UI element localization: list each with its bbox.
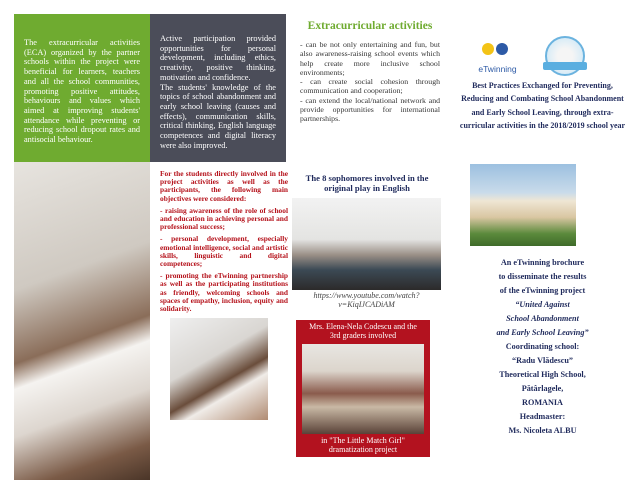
- knowledge-text: The students' knowledge of the topics of school abandonment and early school leaving (causes and effects), communication skills, critical thinking, English language competences and digital literacy were also improved.: [160, 82, 276, 150]
- brochure-info: [455, 256, 630, 438]
- logos: [470, 40, 620, 76]
- green-panel: [14, 14, 150, 162]
- etwinning-figures-icon: [470, 40, 525, 64]
- graders-box: [296, 320, 430, 457]
- info-line: Coordinating school:: [505, 342, 580, 351]
- sophomores-caption: The 8 sophomores involved in the original play in English: [305, 173, 429, 193]
- youtube-link[interactable]: https://www.youtube.com/watch?v=KiqIJCADiAM: [313, 291, 420, 309]
- objective-item: - personal development, especially emotional intelligence, social and artistic skills, linguistic and digital competences;: [160, 234, 288, 269]
- project-name: and Early School Leaving”: [496, 328, 589, 337]
- etwinning-logo: [470, 40, 525, 74]
- participation-text: Active participation provided opportunities for personal development, including ethics, creativity, positive thinking, motivation and confidence.: [160, 34, 276, 82]
- brochure-title: Best Practices Exchanged for Preventing, Reducing and Combating School Abandonment and Early School Leaving, through extra-curricular activities in the 2018/2019 school year: [459, 81, 626, 130]
- student-with-book-photo: [14, 162, 150, 480]
- country: ROMANIA: [522, 398, 563, 407]
- school-seal-logo: [545, 36, 585, 76]
- objectives-section: [160, 170, 288, 317]
- eca-title: Extracurricular activities: [307, 20, 433, 32]
- objectives-intro: For the students directly involved in the project activities as well as the participants, the following main objectives were considered:: [160, 169, 288, 203]
- project-name: School Abandonment: [506, 314, 579, 323]
- etwinning-label: eTwinning: [478, 64, 517, 74]
- town: Pătârlagele,: [521, 384, 564, 393]
- eca-item: - can create social cohesion through communication and cooperation;: [300, 77, 440, 96]
- eca-section: [300, 20, 440, 124]
- boy-reading-photo: [170, 318, 268, 420]
- dark-panel: [150, 14, 286, 162]
- graders-photo: [302, 344, 424, 434]
- school-name: Theoretical High School,: [499, 370, 586, 379]
- objective-item: - promoting the eTwinning partnership as well as the participating institutions as friendly, welcoming schools and spaces of empathy, inclusion, equity and solidarity.: [160, 271, 288, 314]
- objective-item: - raising awareness of the role of school and education in achieving personal and professional success;: [160, 205, 288, 232]
- info-line: Headmaster:: [519, 412, 566, 421]
- project-name: “United Against: [515, 300, 570, 309]
- graders-caption-top: Mrs. Elena-Nela Codescu and the 3rd graders involved: [309, 322, 417, 340]
- graders-caption-bottom: in "The Little Match Girl" dramatization project: [321, 436, 405, 454]
- eca-benefits-text: The extracurricular activities (ECA) organized by the partner schools within the project were beneficial for learners, teachers and all the school communities, promoting positive attitudes, behaviours and values which aimed at improving students' attendance while preventing or reducing school dropout rates and antisocial behaviour.: [24, 38, 140, 145]
- info-line: to disseminate the results: [498, 272, 587, 281]
- info-line: of the eTwinning project: [499, 286, 586, 295]
- school-name: “Radu Vlădescu”: [511, 356, 574, 365]
- school-building-photo: [470, 164, 576, 246]
- eca-item: - can be not only entertaining and fun, but also awareness-raising school events which help create more inclusive school environments;: [300, 40, 440, 77]
- headmaster-name: Ms. Nicoleta ALBU: [508, 426, 577, 435]
- eca-item: - can extend the local/national network and provide opportunities for international partnerships.: [300, 95, 440, 124]
- info-line: An eTwinning brochure: [500, 258, 585, 267]
- play-photo: [292, 198, 441, 290]
